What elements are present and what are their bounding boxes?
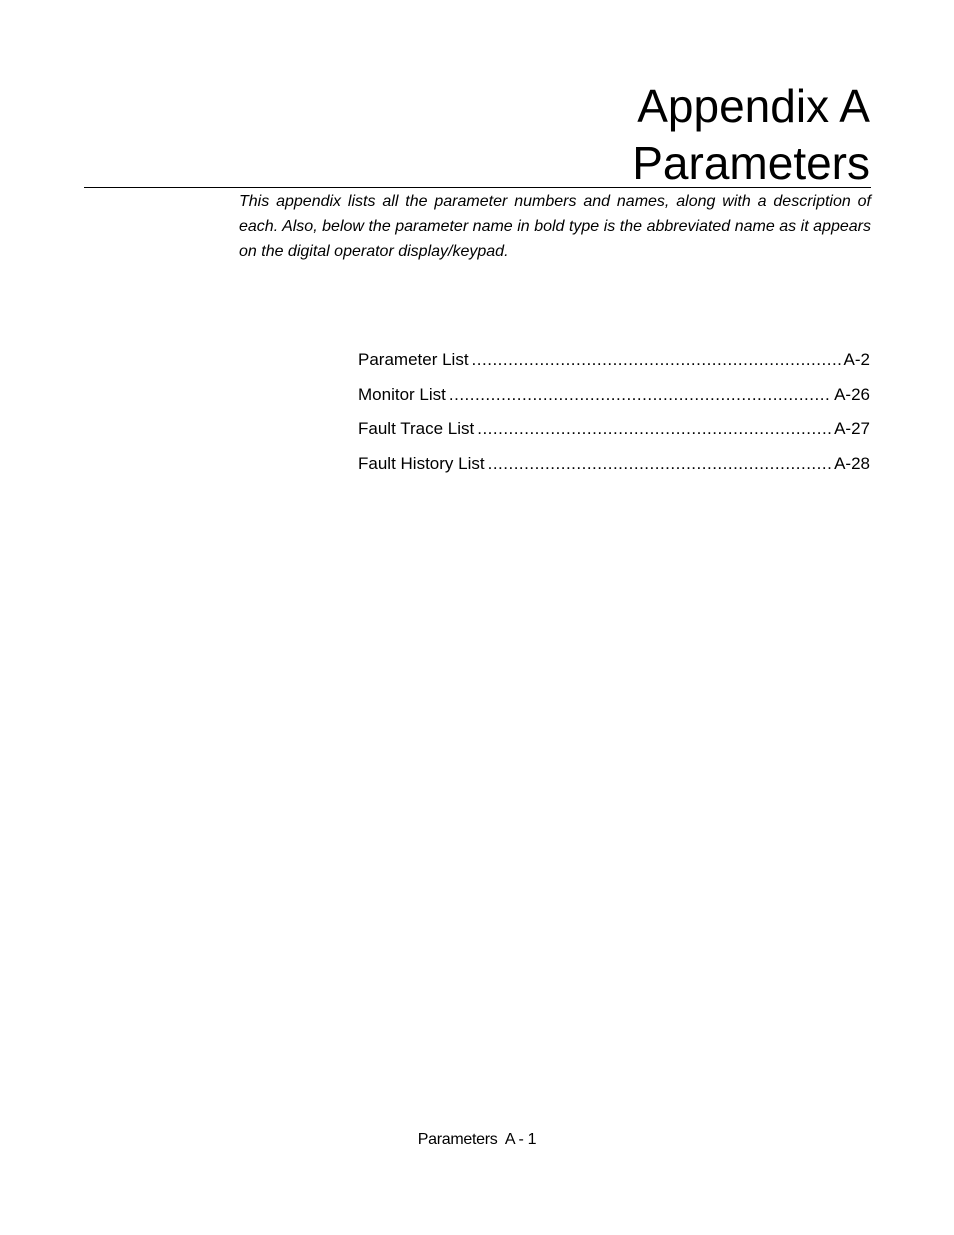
page-footer: Parameters A - 1 <box>417 1131 537 1148</box>
toc-entry-page: A-28 <box>834 453 870 473</box>
toc-dot-leader <box>449 385 831 405</box>
toc-entry-page: A-27 <box>834 419 870 438</box>
title-rule <box>84 187 871 188</box>
toc-dot-leader <box>488 454 831 474</box>
section-title: Parameters <box>632 137 870 189</box>
intro-paragraph: This appendix lists all the parameter numbers and names, along with a description of each. Also, below the parameter name in bold type is the abbreviated name as it appears on the digital operator display/keypad. <box>239 193 871 260</box>
toc-entry-fault-history-list[interactable] <box>358 454 870 489</box>
toc-entry-parameter-list[interactable] <box>358 350 870 385</box>
toc-entry-monitor-list[interactable] <box>358 385 870 420</box>
table-of-contents <box>358 350 870 488</box>
toc-entry-fault-trace-list[interactable] <box>358 419 870 454</box>
toc-entry-page: A-26 <box>834 384 870 404</box>
toc-entry-label: Fault Trace List <box>358 419 475 438</box>
toc-entry-label: Parameter List <box>358 350 469 369</box>
appendix-title: Appendix A <box>637 80 870 132</box>
toc-dot-leader <box>472 350 841 370</box>
toc-entry-label: Fault History List <box>358 453 485 473</box>
toc-entry-label: Monitor List <box>358 384 446 404</box>
toc-dot-leader <box>477 419 831 439</box>
toc-entry-page: A-2 <box>843 350 870 369</box>
